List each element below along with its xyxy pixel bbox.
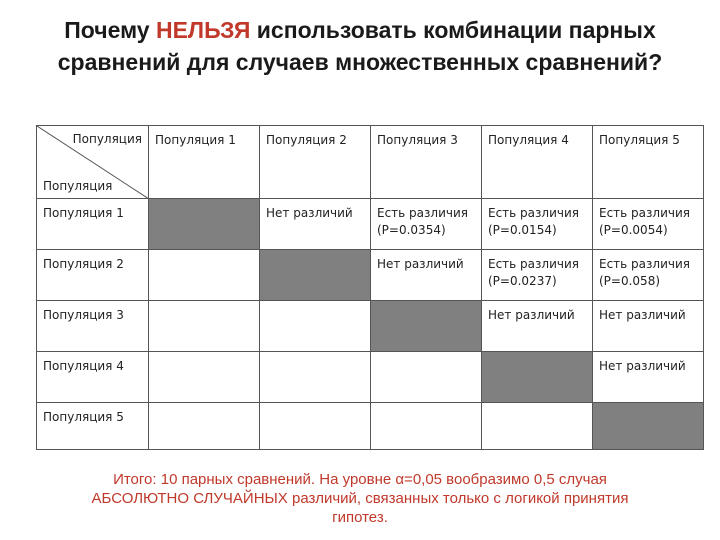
- diagonal-cell: [593, 403, 704, 450]
- table-cell: Есть различия (P=0.0354): [371, 199, 482, 250]
- diagonal-cell: [149, 199, 260, 250]
- row-header: Популяция 5: [37, 403, 149, 450]
- summary-line-2: АБСОЛЮТНО СЛУЧАЙНЫХ различий, связанных только с логикой принятия: [91, 490, 629, 507]
- row-header: Популяция 4: [37, 352, 149, 403]
- corner-label-rows: Популяция: [43, 179, 113, 193]
- table-row: [37, 250, 704, 301]
- title-highlight: НЕЛЬЗЯ: [155, 17, 251, 43]
- title-prefix: Почему: [64, 17, 156, 43]
- summary-line-3: гипотез.: [332, 509, 388, 526]
- row-header: Популяция 2: [37, 250, 149, 301]
- column-header: Популяция 3: [371, 126, 482, 199]
- table-cell: [482, 403, 593, 450]
- column-header: Популяция 2: [260, 126, 371, 199]
- table-cell: [260, 301, 371, 352]
- table-cell: Нет различий: [260, 199, 371, 250]
- table-row: [37, 199, 704, 250]
- header-row: [37, 126, 704, 199]
- table-cell: Нет различий: [482, 301, 593, 352]
- table-cell: Нет различий: [593, 352, 704, 403]
- diagonal-cell: [482, 352, 593, 403]
- table-cell: [149, 250, 260, 301]
- table-cell: Есть различия (P=0.0054): [593, 199, 704, 250]
- slide-title: [20, 14, 700, 78]
- column-header: Популяция 4: [482, 126, 593, 199]
- summary-note: [20, 470, 700, 527]
- table-cell: [260, 352, 371, 403]
- table-cell: Есть различия (P=0.058): [593, 250, 704, 301]
- table-cell: [149, 403, 260, 450]
- diagonal-cell: [371, 301, 482, 352]
- table-cell: [260, 403, 371, 450]
- row-header: Популяция 1: [37, 199, 149, 250]
- table-cell: Нет различий: [371, 250, 482, 301]
- corner-cell: [37, 126, 149, 199]
- diagonal-cell: [260, 250, 371, 301]
- table-row: [37, 301, 704, 352]
- comparison-table: [36, 125, 704, 450]
- table-cell: [371, 403, 482, 450]
- table-cell: Есть различия (P=0.0237): [482, 250, 593, 301]
- table-cell: Есть различия (P=0.0154): [482, 199, 593, 250]
- table-row: [37, 352, 704, 403]
- table-row: [37, 403, 704, 450]
- table-cell: [149, 352, 260, 403]
- table-cell: [371, 352, 482, 403]
- table-cell: Нет различий: [593, 301, 704, 352]
- column-header: Популяция 1: [149, 126, 260, 199]
- summary-line-1: Итого: 10 парных сравнений. На уровне α=0,05 вообразимо 0,5 случая: [113, 471, 607, 488]
- table-cell: [149, 301, 260, 352]
- title-rest: использовать комбинации парных сравнений для случаев множественных сравнений?: [57, 17, 663, 75]
- column-header: Популяция 5: [593, 126, 704, 199]
- corner-label-columns: Популяция: [72, 132, 142, 146]
- row-header: Популяция 3: [37, 301, 149, 352]
